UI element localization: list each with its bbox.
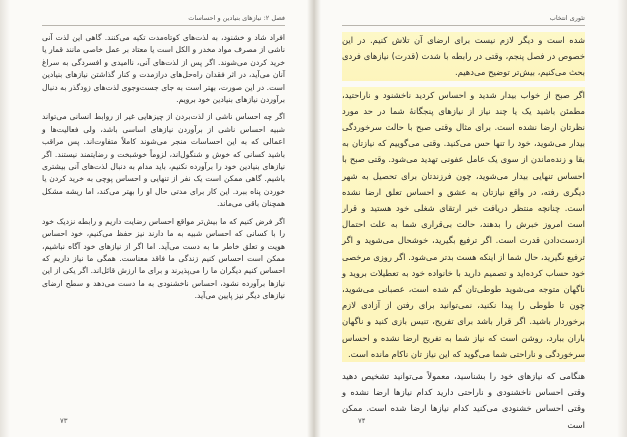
page-edge-shadow (617, 0, 627, 437)
running-head-left: فصل ۲: نیازهای بنیادین و احساسات (42, 14, 285, 26)
page-number-right: ۷۴ (358, 417, 366, 425)
highlighted-paragraph: اگر صبح از خواب بیدار شدید و احساس کردید ناخشنود و ناراحتید، مطمئن باشید یک یا چند نیاز از نیازهای پنجگانهٔ شما در حد مورد نظرتان ارضا نشده است. برای مثال وقتی صبح با حالت سرخوردگی بیدار می‌شوید، خود را تنها حس می‌کنید. وقتی می‌گوییم که نیازتان به بقا و زنده‌ماندن از سوی یک عامل عفونی تهدید می‌شود. وقتی صبح با احساس تنهایی بیدار می‌شوید، چون فرزندتان برای تحصیل به شهر دیگری رفته، در واقع نیازتان به عشق و احساس تعلق ارضا نشده است. چنانچه منتظر دریافت خبر ارتقای شغلی خود هستید و قرار است امروز خبرش را بدهند، حالت بی‌قراری شما به علت احتمال ازدست‌دادن قدرت است. اگر ترفیع بگیرید، خوشحال می‌شوید و اگر ترفیع نگیرید، حال شما از اینکه هست بدتر می‌شود. اگر روزی مرخصی خود حساب کرده‌اید و تصمیم دارید با خانواده خود به تعطیلات بروید و ناگهان متوجه می‌شوید طوطی‌تان گم شده است، عصبانی می‌شوید، چون تا طوطی را پیدا نکنید، نمی‌توانید برای رفتن از آزادی لازم برخوردار باشید. اگر قرار باشد برای تفریح، تنیس بازی کنید و ناگهان باران ببارد، روشن است که نیاز شما به تفریح ارضا نشده و احساس سرخوردگی و ناراحتی شما می‌گوید که این نیاز تان ناکام مانده است. (342, 87, 585, 362)
paragraph: اگر فرض کنیم که ما بیش‌تر مواقع احساس رضایت داریم و رابطه نزدیک خود را با کسانی که احساس شبیه به ما دارند نیز حفظ می‌کنیم، خود احساس هویت و تعلق خاطر ما به دست می‌آید. اما اگر از نیازهای خود آگاه نباشیم، ممکن است احساس کنیم زندگی ما فاقد معناست. همگی ما نیاز داریم که احساس کنیم دیگران ما را می‌پذیرند و برای ما ارزش قائل‌اند. اگر یکی از این نیازها برآورده نشود، احساس ناخشنودی به ما دست می‌دهد و سطح ارضای نیازهای دیگر نیز پایین می‌آید. (42, 216, 285, 301)
page-number-left: ۷۳ (60, 417, 68, 425)
highlighted-paragraph: شده است و دیگر لازم نیست برای ارضای آن تلاش کنیم. در این خصوص در فصل پنجم، وقتی در رابطه با شدت (قدرت) نیازهای فردی بحث می‌کنیم، بیش‌تر توضیح می‌دهیم. (342, 32, 585, 81)
page-edge-shadow (0, 0, 10, 437)
right-page (314, 0, 627, 437)
left-page (0, 0, 313, 437)
paragraph: اگر چه احساس ناشی از لذت‌بردن از چیزهایی غیر از روابط انسانی می‌تواند شبیه احساس ناشی از برآوردن نیازهای اساسی باشد، ولی فعالیت‌ها و اعمالی که به این احساسات منجر می‌شوند کاملاً متفاوت‌اند. پس مراقب باشید کسانی که خوش و شنگول‌اند، لزوماً خوشبخت و رضایتمند نیستند. اگر نیازهای بنیادین خود را برآورده نکنیم، باید مدام به دنبال لذت‌های آنی بیشتری باشیم. گاهی ممکن است یک نفر از تنهایی و احساس پوچی به خرید کردن یا خوردن پناه ببرد. این کار برای مدتی حال او را بهتر می‌کند، اما ریشه مشکل همچنان باقی می‌ماند. (42, 112, 285, 209)
right-page-body (342, 32, 585, 433)
paragraph: افراد شاد و خشنود، به لذت‌های کوتاه‌مدت تکیه می‌کنند. گاهی این لذت آنی ناشی از مصرف مواد مخدر و الکل است یا معتاد بر عمل خاصی مانند قمار یا خرید کردن می‌شوند. اگر پس از لذت‌های آنی، ناامیدی و افسردگی به سراغ آنان می‌آید، در اثر فقدان راه‌حل‌های درازمدت و کنار گذاشتن نیازهای بنیادین است. در این صورت، بهتر است به جای جست‌وجوی لذت‌های زودگذر به دنبال برآوردن نیازهای بنیادین خود برویم. (42, 33, 285, 105)
left-page-body (42, 32, 285, 303)
running-head-right: تئوری انتخاب (342, 14, 585, 26)
paragraph: هنگامی که نیازهای خود را بشناسید، معمولاً می‌توانید تشخیص دهید وقتی احساس ناخشنودی و ناراحتی دارید کدام نیازها ارضا نشده و وقتی احساس خشنودی می‌کنید کدام نیازها ارضا شده است. ممکن است (342, 371, 585, 430)
book-gutter (307, 0, 321, 437)
